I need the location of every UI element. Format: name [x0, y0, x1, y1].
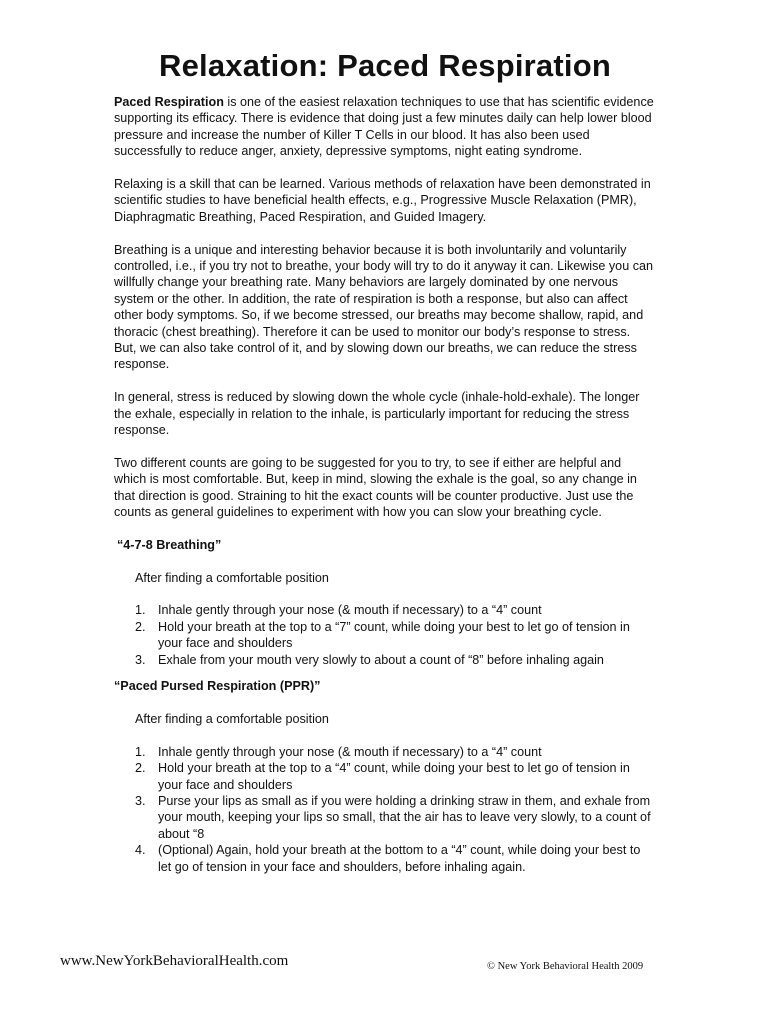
section-intro: After finding a comfortable position	[135, 570, 329, 585]
list-number: 4.	[135, 843, 146, 858]
paragraph-stress-reduction: In general, stress is reduced by slowing down the whole cycle (inhale-hold-exhale). The longer the exhale, especially in relation to the inhale, is particularly important for reducing the stress response.	[114, 390, 640, 438]
steps-list	[114, 744, 654, 875]
page-title: Relaxation: Paced Respiration	[159, 48, 611, 83]
list-number: 3.	[135, 652, 146, 667]
list-number: 2.	[135, 619, 146, 634]
list-item	[114, 842, 654, 875]
list-text: Inhale gently through your nose (& mouth if necessary) to a “4” count	[158, 603, 542, 618]
section-heading: “Paced Pursed Respiration (PPR)”	[114, 679, 321, 694]
intro-lead: Paced Respiration	[114, 95, 224, 109]
list-text: Exhale from your mouth very slowly to about a count of “8” before inhaling again	[158, 652, 604, 667]
intro-text: is one of the easiest relaxation techniques to use that has scientific evidence supporting its efficacy. There is evidence that doing just a few minutes daily can help lower blood pressure and increase the number of Killer T Cells in our blood. It has also been used successfully to reduce anger, anxiety, depressive symptoms, night eating syndrome.	[114, 95, 654, 159]
steps-list	[114, 602, 654, 668]
list-number: 1.	[135, 744, 146, 759]
document-body	[114, 94, 654, 885]
list-text: Hold your breath at the top to a “4” count, while doing your best to let go of tension in your face and shoulders	[158, 761, 630, 792]
list-text: (Optional) Again, hold your breath at the bottom to a “4” count, while doing your best to let go of tension in your face and shoulders, before inhaling again.	[158, 843, 641, 874]
paragraph-relaxing-skill: Relaxing is a skill that can be learned. Various methods of relaxation have been demonstrated in scientific studies to have beneficial health effects, e.g., Progressive Muscle Relaxation (PMR), Diaphragmatic Breathing, Paced Respiration, and Guided Imagery.	[114, 177, 651, 224]
list-item	[114, 760, 654, 793]
section-ppr	[114, 678, 654, 875]
paragraph-breathing-behavior: Breathing is a unique and interesting behavior because it is both involuntarily and voluntarily controlled, i.e., if you try not to breathe, your body will try to do it anyway it can. Likewise you can willfully change your breathing rate. Many behaviors are largely dominated by one nervous system or the other. In addition, the rate of respiration is both a response, but also can affect other body symptoms. So, if we become stressed, our breaths may become shallow, rapid, and thoracic (chest breathing). Therefore it can be used to monitor our body’s response to stress. But, we can also take control of it, and by slowing down our breaths, we can reduce the stress response.	[114, 242, 653, 372]
list-item	[114, 744, 654, 760]
section-heading: “4-7-8 Breathing”	[117, 537, 222, 552]
list-item	[114, 652, 654, 668]
list-item	[114, 602, 654, 618]
list-number: 3.	[135, 793, 146, 808]
paragraph-two-counts: Two different counts are going to be suggested for you to try, to see if either are helpful and which is most comfortable. But, keep in mind, slowing the exhale is the goal, so any change in that direction is good. Straining to hit the exact counts will be counter productive. Just use the counts as general guidelines to experiment with how you can slow your breathing cycle.	[114, 455, 637, 520]
list-number: 1.	[135, 603, 146, 618]
list-text: Inhale gently through your nose (& mouth if necessary) to a “4” count	[158, 744, 542, 759]
list-text: Purse your lips as small as if you were holding a drinking straw in them, and exhale from your mouth, keeping your lips so small, that the air has to leave very slowly, to a count of about “8	[158, 793, 651, 841]
list-text: Hold your breath at the top to a “7” count, while doing your best to let go of tension in your face and shoulders	[158, 619, 630, 651]
list-item	[114, 793, 654, 842]
footer-website: www.NewYorkBehavioralHealth.com	[60, 953, 289, 969]
section-478-breathing	[114, 537, 654, 668]
section-intro: After finding a comfortable position	[135, 711, 329, 726]
footer-copyright: © New York Behavioral Health 2009	[487, 961, 644, 972]
intro-paragraph	[114, 94, 654, 160]
list-item	[114, 619, 654, 652]
list-number: 2.	[135, 761, 146, 776]
